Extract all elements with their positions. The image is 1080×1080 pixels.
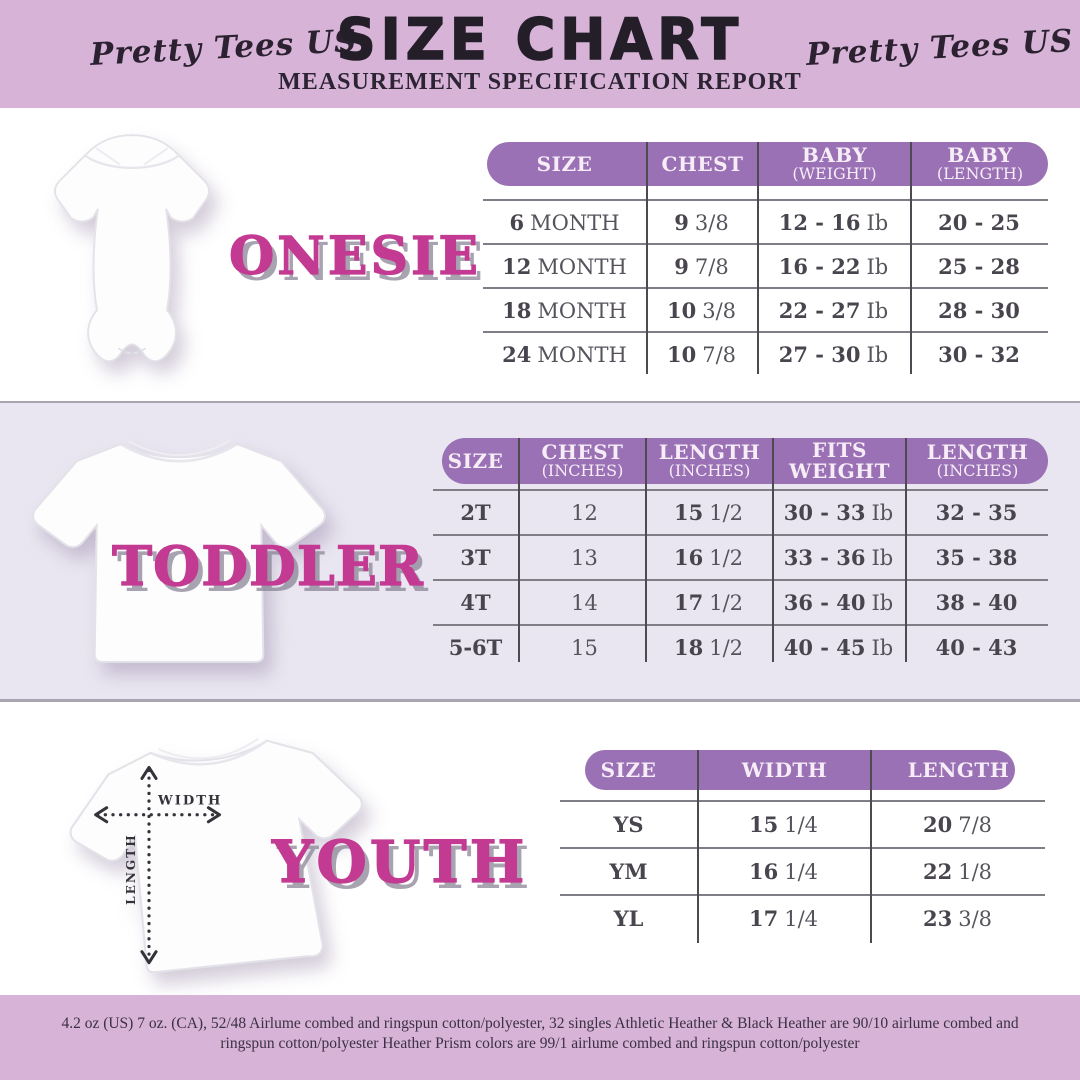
column-header: LENGTH (870, 760, 1045, 781)
column-header: LENGTH (INCHES) (905, 442, 1048, 479)
table-row (483, 243, 1048, 287)
table-row (483, 331, 1048, 375)
baby-onesie-image (26, 116, 238, 394)
table-row (560, 847, 1045, 894)
brand-logo-right: Pretty Tees US (805, 23, 1075, 73)
table-cell: 15 1/2 (673, 500, 744, 525)
table-row (433, 624, 1048, 669)
brand-logo-left: Pretty Tees US (89, 23, 359, 73)
column-header: SIZE (447, 448, 504, 473)
table-cell: 9 3/8 (674, 209, 729, 235)
table-row (433, 534, 1048, 579)
table-cell: YL (613, 906, 644, 931)
table-body (560, 800, 1045, 941)
table-cell: 20 7/8 (922, 812, 993, 837)
table-row (483, 287, 1048, 331)
column-header: LENGTH (INCHES) (645, 442, 772, 479)
table-header-row (560, 750, 1045, 790)
column-header: CHEST (INCHES) (518, 442, 645, 479)
table-cell: 22 1/8 (922, 859, 993, 884)
table-header-row (433, 438, 1048, 484)
table-cell: 17 1/2 (673, 590, 744, 615)
table-cell: 33 - 36 Ib (783, 545, 894, 570)
table-cell: 32 - 35 (935, 500, 1018, 525)
table-cell: 17 1/4 (748, 906, 819, 931)
toddler-section-heading: TODDLER (112, 534, 424, 598)
column-divider (910, 142, 912, 374)
table-cell: 14 (571, 591, 598, 615)
table-cell: 4T (460, 590, 491, 615)
column-divider (757, 142, 759, 374)
youth-size-table (560, 750, 1045, 941)
column-divider (645, 438, 647, 662)
header-band (0, 0, 1080, 108)
table-cell: 27 - 30 Ib (778, 341, 889, 367)
fabric-spec-line-1: 4.2 oz (US) 7 oz. (CA), 52/48 Airlume combed and ringspun cotton/polyester, 32 singles Athletic Heather & Black Heather are 90/10 airlume combed and (61, 1015, 1019, 1032)
table-cell: 12 MONTH (502, 253, 627, 279)
column-header: SIZE (536, 151, 593, 176)
table-cell: 40 - 43 (935, 635, 1018, 660)
table-cell: 5-6T (448, 635, 503, 660)
table-cell: 12 (571, 501, 598, 525)
column-header: SIZE (600, 757, 657, 782)
table-row (483, 199, 1048, 243)
column-header: WIDTH (697, 760, 870, 781)
table-cell: 12 - 16 Ib (778, 209, 889, 235)
column-divider (772, 438, 774, 662)
table-cell: 30 - 33 Ib (783, 500, 894, 525)
table-cell: 16 1/2 (673, 545, 744, 570)
table-cell: 16 - 22 Ib (778, 253, 889, 279)
youth-section-heading: YOUTH (272, 828, 528, 896)
table-body (483, 199, 1048, 375)
column-divider (905, 438, 907, 662)
column-divider (697, 750, 699, 943)
table-cell: 15 (571, 636, 598, 660)
table-cell: 35 - 38 (935, 545, 1018, 570)
table-cell: 38 - 40 (935, 590, 1018, 615)
table-cell: YS (613, 812, 644, 837)
table-cell: 18 1/2 (673, 635, 744, 660)
column-header: BABY (WEIGHT) (757, 145, 910, 182)
table-cell: 20 - 25 (938, 209, 1020, 235)
onesie-size-table (483, 142, 1048, 375)
table-cell: 24 MONTH (502, 341, 627, 367)
table-cell: 22 - 27 Ib (778, 297, 889, 323)
table-row (560, 894, 1045, 941)
column-divider (518, 438, 520, 662)
page-subtitle: MEASUREMENT SPECIFICATION REPORT (278, 69, 802, 95)
fabric-specification-text (20, 1014, 1060, 1054)
table-cell: 28 - 30 (938, 297, 1020, 323)
table-row (433, 489, 1048, 534)
column-header: CHEST (646, 154, 757, 175)
fabric-spec-line-2: ringspun cotton/polyester Heather Prism colors are 99/1 airlume combed and ringspun cotton/polyester (220, 1035, 860, 1052)
table-cell: 13 (571, 546, 598, 570)
table-cell: 23 3/8 (922, 906, 993, 931)
table-cell: YM (609, 859, 648, 884)
table-cell: 36 - 40 Ib (783, 590, 894, 615)
length-label: LENGTH (123, 833, 138, 905)
table-cell: 15 1/4 (748, 812, 819, 837)
column-header: BABY (LENGTH) (910, 145, 1048, 182)
table-cell: 30 - 32 (938, 341, 1020, 367)
table-cell: 18 MONTH (502, 297, 627, 323)
table-cell: 10 7/8 (666, 341, 737, 367)
width-label: WIDTH (158, 793, 223, 809)
onesie-section-heading: ONESIE (229, 226, 481, 287)
page-title: SIZE CHART (336, 6, 744, 73)
table-cell: 16 1/4 (748, 859, 819, 884)
table-cell: 9 7/8 (674, 253, 729, 279)
table-cell: 2T (460, 500, 491, 525)
table-row (560, 800, 1045, 847)
table-cell: 10 3/8 (666, 297, 737, 323)
table-header-row (483, 142, 1048, 186)
table-cell: 40 - 45 Ib (783, 635, 894, 660)
table-cell: 3T (460, 545, 491, 570)
column-divider (870, 750, 872, 943)
column-header: FITS WEIGHT (772, 440, 905, 482)
table-row (433, 579, 1048, 624)
table-cell: 6 MONTH (509, 209, 620, 235)
column-divider (646, 142, 648, 374)
toddler-size-table (433, 438, 1048, 669)
table-cell: 25 - 28 (938, 253, 1020, 279)
table-body (433, 489, 1048, 669)
